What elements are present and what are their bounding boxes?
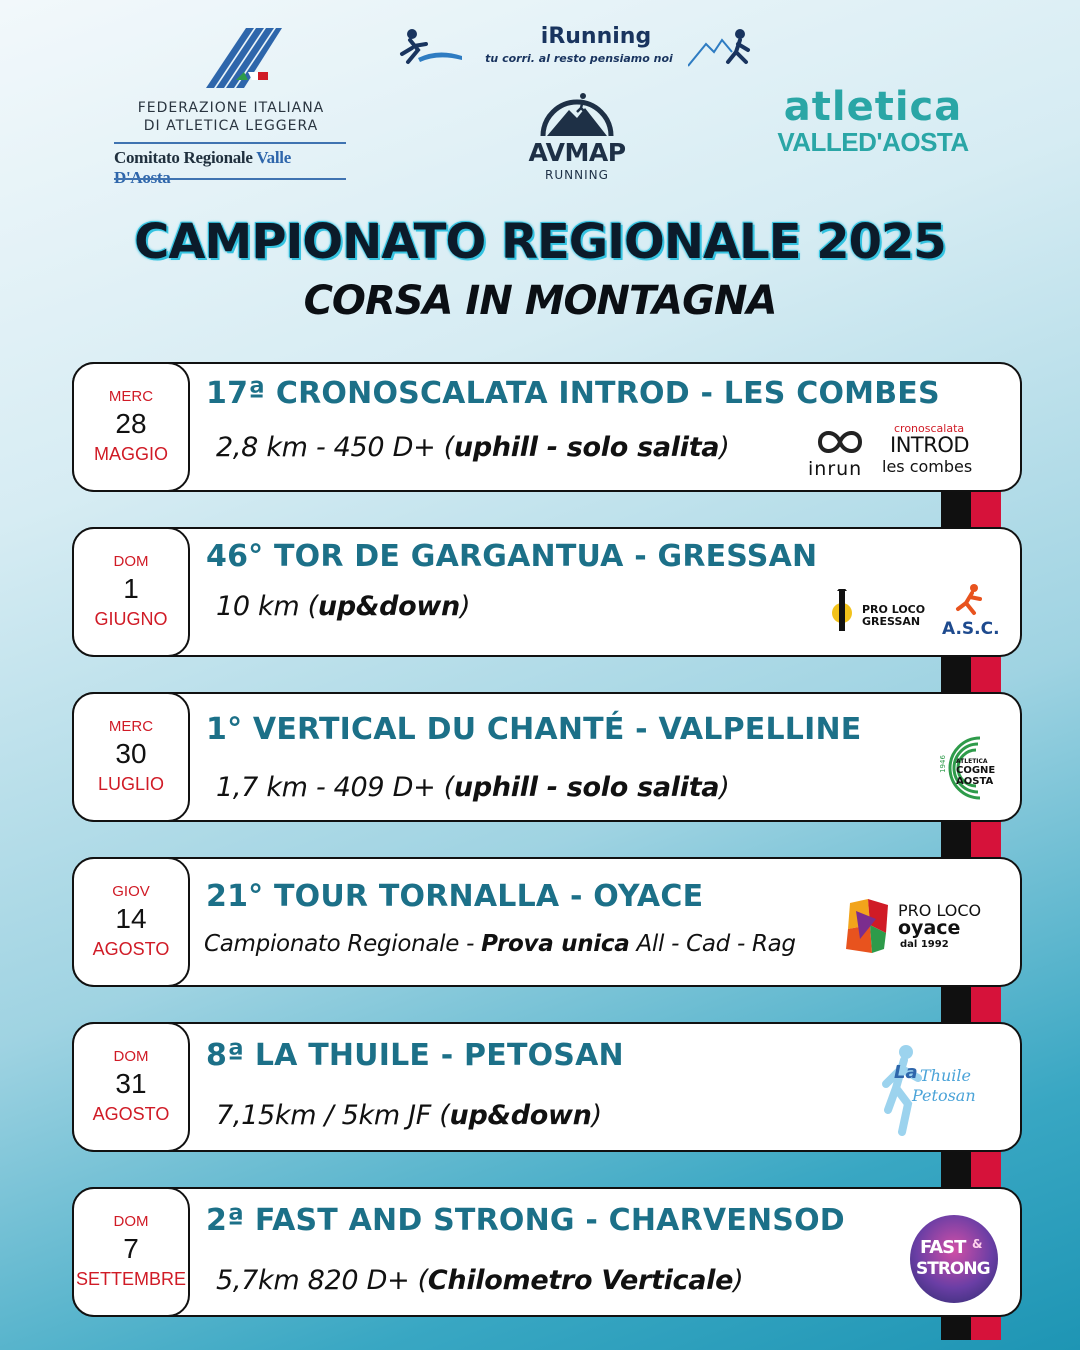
event-date [72, 1022, 190, 1152]
cogne-name-text: COGNE [956, 765, 996, 776]
event-title: 46° TOR DE GARGANTUA - GRESSAN [206, 539, 818, 574]
event-month: AGOSTO [92, 939, 170, 959]
event-weekday: DOM [113, 1048, 149, 1065]
cogne-year-text: 1946 [938, 755, 947, 773]
event-day: 30 [115, 738, 147, 769]
irunning-title: iRunning [540, 24, 652, 49]
proloco-gressan-logo [832, 589, 926, 639]
valledaosta-text: VALLED'AOSTA [777, 127, 969, 157]
event-card [72, 692, 1022, 822]
fidal-name-line2: DI ATLETICA LEGGERA [143, 118, 319, 134]
event-weekday: MERC [108, 388, 154, 405]
event-day: 7 [123, 1233, 139, 1264]
event-detail-c: ) [459, 591, 471, 622]
inrun-text: inrun [808, 458, 863, 480]
event-detail-b: uphill - solo salita [453, 432, 720, 463]
fidal-region-text: Valle [256, 148, 291, 167]
irunning-logo [398, 24, 758, 74]
event-detail-b: up&down [449, 1100, 592, 1131]
fidal-logo [112, 22, 350, 184]
cronoscalata-text: cronoscalata [894, 422, 965, 435]
petosan-text: Petosan [912, 1086, 976, 1105]
page-subtitle: CORSA IN MONTAGNA [303, 278, 777, 324]
avmap-name: AVMAP [528, 138, 626, 167]
thuile-text: Thuile [920, 1066, 971, 1085]
event-detail-c: ) [591, 1100, 602, 1131]
event-detail-c: ) [719, 432, 730, 463]
fidal-rule-top [114, 142, 346, 144]
and-text: & [972, 1237, 983, 1251]
fidal-comitato [114, 148, 350, 188]
event-detail-c: ) [733, 1265, 744, 1296]
la-text: La [894, 1062, 918, 1083]
strong-text: STRONG [916, 1259, 990, 1279]
event-detail [216, 772, 729, 803]
page-title: CAMPIONATO REGIONALE 2025 [134, 214, 946, 270]
event-detail-a: 1,7 km - 409 D+ ( [216, 772, 454, 803]
infinity-icon [806, 422, 874, 462]
event-detail-b: Prova unica [481, 931, 630, 957]
tower-icon [832, 589, 852, 635]
event-month: AGOSTO [92, 1104, 170, 1124]
atletica-text: atletica [783, 84, 963, 130]
inrun-logo [806, 422, 874, 480]
event-weekday: GIOV [112, 883, 150, 900]
event-detail [216, 591, 470, 622]
event-card [72, 1187, 1022, 1317]
introd-text: INTROD [890, 433, 970, 457]
lescombes-text: les combes [882, 457, 973, 476]
event-detail-b: up&down [317, 591, 460, 622]
fast-text: FAST [920, 1237, 966, 1258]
event-date [72, 527, 190, 657]
event-date [72, 857, 190, 987]
event-title: 1° VERTICAL DU CHANTÉ - VALPELLINE [206, 712, 862, 747]
event-detail [216, 1100, 602, 1131]
event-weekday: MERC [108, 718, 154, 735]
fidal-rule-bottom [114, 178, 346, 180]
event-title: 2ª FAST AND STRONG - CHARVENSOD [206, 1203, 845, 1238]
event-detail-a: 7,15km / 5km JF ( [216, 1100, 450, 1131]
fast-strong-logo [910, 1215, 998, 1303]
atletica-vda-logo [768, 86, 978, 158]
event-detail-a: 2,8 km - 450 D+ ( [216, 432, 454, 463]
event-title: 21° TOUR TORNALLA - OYACE [206, 879, 704, 914]
proloco-text: PRO LOCO [898, 901, 982, 920]
event-card [72, 362, 1022, 492]
event-month: GIUGNO [94, 609, 168, 629]
event-weekday: DOM [113, 553, 149, 570]
event-detail-b: Chilometro Verticale [427, 1265, 734, 1296]
runner-right-icon [688, 28, 754, 68]
oyace-shape-icon [846, 899, 892, 953]
event-date [72, 362, 190, 492]
event-day: 1 [123, 573, 139, 604]
introd-logo [882, 422, 1004, 480]
mountain-runner-icon [539, 86, 615, 140]
oyace-since-text: dal 1992 [900, 939, 949, 950]
event-detail-a: Campionato Regionale - [204, 931, 482, 957]
event-detail [216, 432, 729, 463]
runner-left-icon [398, 28, 464, 68]
event-detail-a: 5,7km 820 D+ ( [216, 1265, 428, 1296]
event-card [72, 1022, 1022, 1152]
event-date [72, 1187, 190, 1317]
irunning-tagline: tu corri. al resto pensiamo noi [485, 52, 673, 65]
event-detail-c: All - Cad - Rag [629, 931, 796, 957]
event-card [72, 527, 1022, 657]
lathuile-petosan-logo [882, 1044, 978, 1136]
event-title: 17ª CRONOSCALATA INTROD - LES COMBES [206, 376, 940, 411]
event-detail-c: ) [719, 772, 730, 803]
event-detail [216, 1265, 743, 1296]
avmap-sub: RUNNING [545, 168, 609, 182]
asc-runner-icon [952, 583, 986, 617]
event-detail-a: 10 km ( [216, 591, 318, 622]
event-day: 31 [115, 1068, 147, 1099]
event-weekday: DOM [113, 1213, 149, 1230]
asc-logo [938, 583, 1000, 643]
fidal-name-line1: FEDERAZIONE ITALIANA [137, 100, 325, 116]
event-month: SETTEMBRE [75, 1269, 186, 1289]
cogne-atletica-text: ATLETICA [956, 758, 988, 765]
event-day: 14 [115, 903, 147, 934]
fidal-comitato-text: Comitato Regionale [114, 148, 253, 167]
gressan-text: GRESSAN [862, 615, 921, 628]
oyace-text: oyace [898, 917, 961, 939]
event-day: 28 [115, 408, 147, 439]
event-month: MAGGIO [93, 444, 168, 464]
avmap-logo [522, 86, 632, 186]
event-title: 8ª LA THUILE - PETOSAN [206, 1038, 624, 1073]
event-date [72, 692, 190, 822]
proloco-text: PRO LOCO [862, 603, 926, 616]
event-month: LUGLIO [97, 774, 165, 794]
event-card [72, 857, 1022, 987]
atletica-cogne-logo [930, 730, 1006, 806]
event-detail [204, 931, 796, 957]
proloco-oyace-logo [846, 899, 996, 955]
asc-text: A.S.C. [942, 619, 1000, 639]
event-detail-b: uphill - solo salita [453, 772, 720, 803]
cogne-aosta-text: AOSTA [956, 776, 994, 787]
